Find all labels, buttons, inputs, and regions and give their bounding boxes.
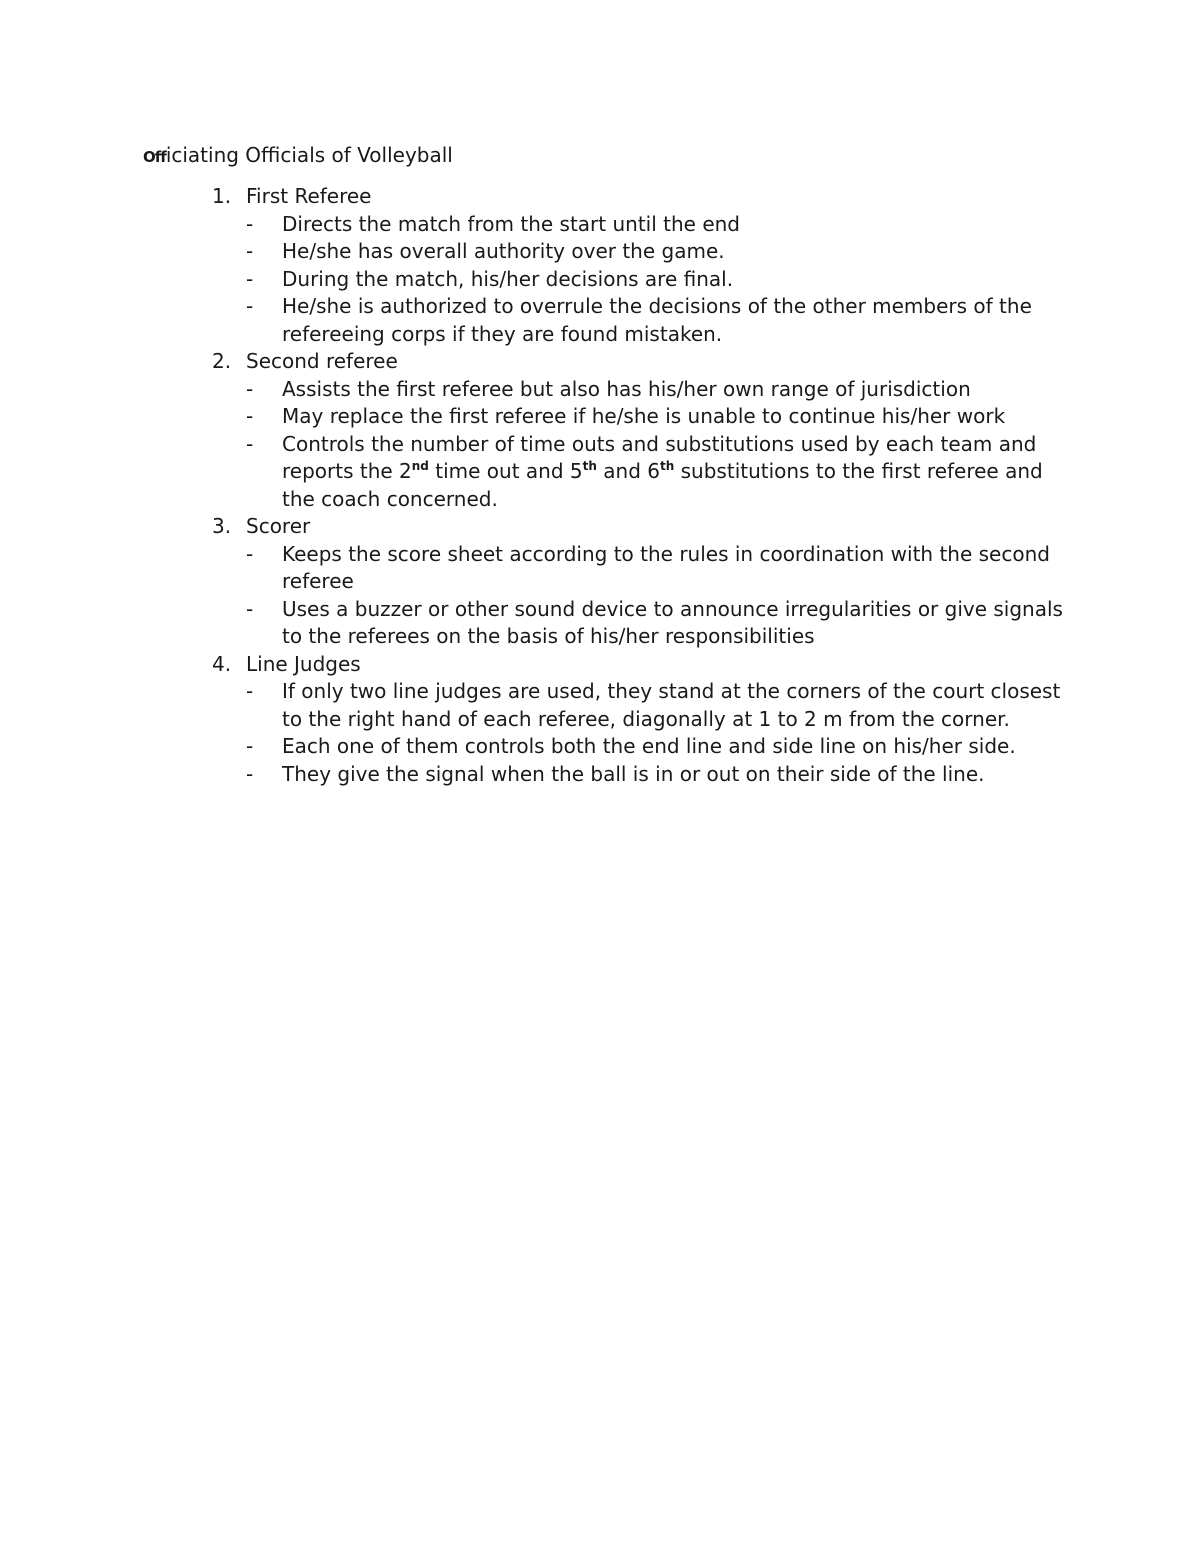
- bullet-dash: -: [246, 734, 254, 758]
- official-section: [0, 183, 1200, 348]
- bullet-dash: -: [246, 404, 254, 428]
- bullet-item: [0, 376, 1072, 404]
- document-title: [143, 142, 453, 171]
- section-number: 3.: [212, 514, 232, 538]
- text-run: Controls the number of time outs and substitutions used by each team and reports the 2: [282, 431, 1037, 483]
- text-run: substitutions to the first referee and the coach concerned.: [282, 459, 1043, 511]
- bullet-text: [282, 679, 1060, 731]
- bullet-list: [0, 211, 1200, 349]
- text-run: He/she has overall authority over the game.: [282, 239, 725, 263]
- official-section: [0, 513, 1200, 651]
- bullet-dash: -: [246, 294, 254, 318]
- bullet-text: [282, 432, 1043, 511]
- text-run: Assists the first referee but also has his/her own range of jurisdiction: [282, 376, 971, 401]
- bullet-text: [282, 762, 985, 786]
- bullet-dash: -: [246, 761, 254, 786]
- section-heading: [0, 651, 1200, 679]
- bullet-text: [282, 734, 1016, 758]
- bullet-item: [0, 596, 1072, 651]
- official-section: [0, 348, 1200, 513]
- text-run: May replace the first referee if he/she is unable to continue his/her work: [282, 404, 1006, 428]
- bullet-dash: -: [246, 239, 254, 263]
- bullet-text: [282, 239, 725, 263]
- section-title: First Referee: [246, 184, 372, 208]
- text-run: Keeps the score sheet according to the rules in coordination with the second referee: [282, 541, 1050, 593]
- bullet-dash: -: [246, 679, 254, 703]
- bullet-item: [0, 761, 1072, 789]
- section-heading: [0, 348, 1200, 376]
- section-heading: [0, 513, 1200, 541]
- section-number: 1.: [212, 184, 232, 208]
- bullet-text: [282, 294, 1032, 346]
- bullet-dash: -: [246, 211, 254, 236]
- bullet-dash: -: [246, 596, 254, 621]
- text-run: and 6: [596, 459, 660, 483]
- text-run: Uses a buzzer or other sound device to announce irregularities or give signals to the referees on the basis of his/her responsibilities: [282, 596, 1063, 648]
- text-run: time out and 5: [428, 459, 583, 483]
- official-section: [0, 651, 1200, 789]
- text-run: Each one of them controls both the end line and side line on his/her side.: [282, 734, 1016, 758]
- section-title: Second referee: [246, 349, 398, 373]
- text-run: He/she is authorized to overrule the decisions of the other members of the refereeing corps if they are found mistaken.: [282, 294, 1032, 346]
- text-run: They give the signal when the ball is in or out on their side of the line.: [282, 761, 985, 786]
- text-run: If only two line judges are used, they stand at the corners of the court closest to the right hand of each referee, diagonally at 1 to 2 m from the corner.: [282, 679, 1061, 731]
- bullet-text: [282, 377, 971, 401]
- title-lead: Off: [143, 148, 166, 166]
- bullet-item: [0, 541, 1072, 596]
- section-number: 2.: [212, 349, 232, 373]
- bullet-text: [282, 404, 1005, 428]
- ordinal-suffix: th: [582, 459, 597, 473]
- text-run: During the match, his/her decisions are final.: [282, 266, 734, 291]
- text-run: Directs the match from the start until the end: [282, 211, 740, 236]
- bullet-dash: -: [246, 541, 254, 566]
- bullet-text: [282, 542, 1050, 594]
- bullet-item: [0, 293, 1072, 348]
- bullet-item: [0, 678, 1072, 733]
- bullet-item: [0, 238, 1072, 266]
- bullet-item: [0, 403, 1072, 431]
- section-title: Line Judges: [246, 651, 361, 676]
- ordinal-suffix: nd: [411, 459, 429, 473]
- bullet-list: [0, 678, 1200, 788]
- bullet-text: [282, 597, 1063, 649]
- bullet-dash: -: [246, 431, 254, 456]
- bullet-item: [0, 733, 1072, 761]
- section-title: Scorer: [246, 514, 311, 538]
- bullet-item: [0, 266, 1072, 294]
- bullet-dash: -: [246, 376, 254, 401]
- bullet-list: [0, 376, 1200, 514]
- title-rest: iciating Officials of Volleyball: [165, 143, 453, 167]
- bullet-item: [0, 431, 1072, 514]
- ordinal-suffix: th: [660, 459, 675, 473]
- bullet-text: [282, 212, 740, 236]
- bullet-text: [282, 267, 733, 291]
- section-heading: [0, 183, 1200, 211]
- section-number: 4.: [212, 651, 232, 676]
- bullet-dash: -: [246, 266, 254, 291]
- officials-list: [0, 183, 1200, 788]
- bullet-list: [0, 541, 1200, 651]
- bullet-item: [0, 211, 1072, 239]
